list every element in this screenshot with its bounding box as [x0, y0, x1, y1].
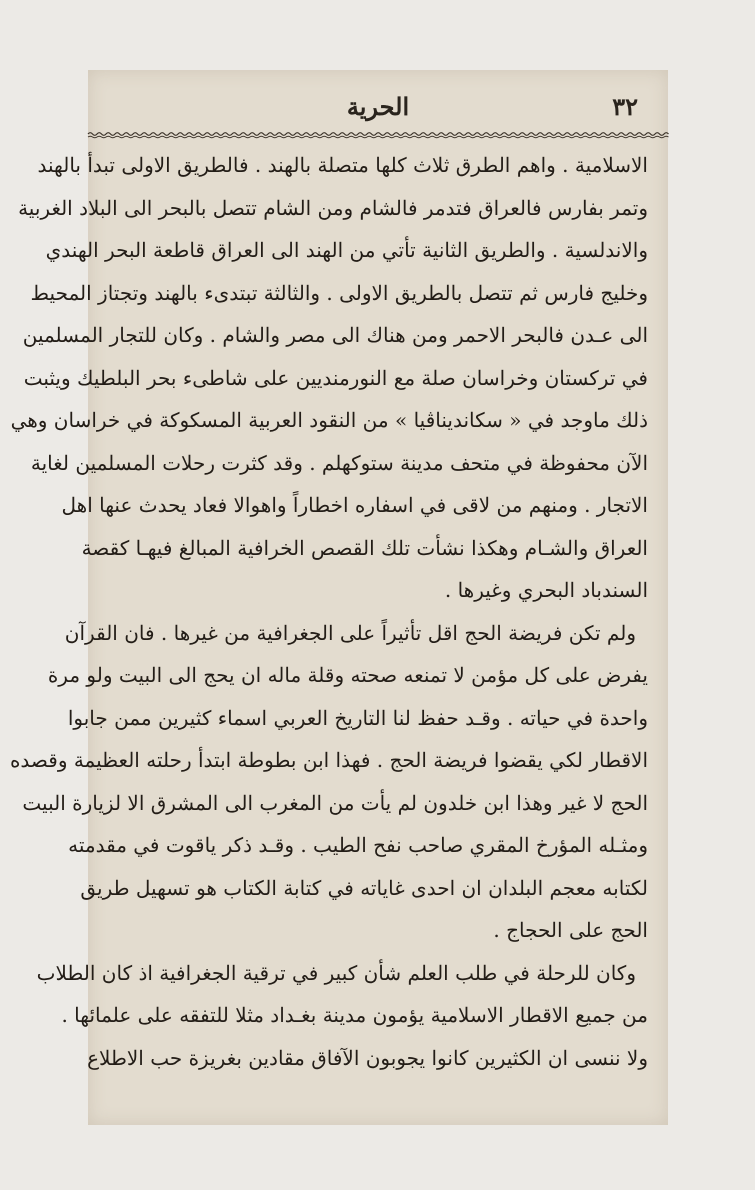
text-line: الآن محفوظة في متحف مدينة ستوكهلم . وقد كثرت رحلات المسلمين لغاية	[30, 450, 648, 475]
text-line: ذلك ماوجد في « سكانديناڤيا » من النقود العربية المسكوكة في خراسان وهي	[10, 408, 648, 432]
text-line: والاندلسية . والطريق الثانية تأتي من الهند الى العراق قاطعة البحر الهندي	[45, 238, 648, 262]
text-line: ولم تكن فريضة الحج اقل تأثيراً على الجغرافية من غيرها . فان القرآن	[64, 620, 636, 645]
page-header	[88, 88, 668, 128]
book-page	[9, 70, 668, 1125]
body-text	[9, 144, 648, 1079]
wavy-divider	[88, 130, 668, 140]
text-line: يفرض على كل مؤمن لا تمنعه صحته وقلة ماله ان يحج الى البيت ولو مرة	[47, 663, 648, 687]
text-line: السندباد البحري وغيرها .	[444, 578, 648, 602]
text-line: واحدة في حياته . وقـد حفظ لنا التاريخ العربي اسماء كثيرين ممن جابوا	[67, 705, 648, 730]
running-title: الحرية	[346, 92, 410, 121]
text-line: الحج على الحجاج .	[493, 918, 648, 942]
text-line: من جميع الاقطار الاسلامية يؤمون مدينة بغـداد مثلا للتفقه على علمائها .	[61, 1003, 648, 1027]
text-line: الى عـدن فالبحر الاحمر ومن هناك الى مصر والشام . وكان للتجار المسلمين	[22, 323, 648, 347]
text-line: الاقطار لكي يقضوا فريضة الحج . فهذا ابن بطوطة ابتدأ رحلته العظيمة وقصده	[9, 748, 648, 772]
text-line: لكتابه معجم البلدان ان احدى غاياته في كتابة الكتاب هو تسهيل طريق	[80, 875, 648, 900]
text-line: ولا ننسى ان الكثيرين كانوا يجوبون الآفاق مقادين بغريزة حب الاطلاع	[87, 1045, 648, 1070]
text-line: الاسلامية . واهم الطرق ثلاث كلها متصلة بالهند . فالطريق الاولى تبدأ بالهند	[37, 153, 648, 177]
text-line: وكان للرحلة في طلب العلم شأن كبير في ترقية الجغرافية اذ كان الطلاب	[36, 960, 636, 985]
text-line: العراق والشـام وهكذا نشأت تلك القصص الخرافية المبالغ فيهـا كقصة	[81, 535, 648, 560]
text-line: وتمر بفارس فالعراق فتدمر فالشام ومن الشام تتصل بالبحر الى البلاد الغربية	[18, 195, 648, 220]
text-line: وخليج فارس ثم تتصل بالطريق الاولى . والثالثة تبتدىء بالهند وتجتاز المحيط	[30, 280, 648, 305]
text-line: ومثـله المؤرخ المقري صاحب نفح الطيب . وقـد ذكر ياقوت في مقدمته	[68, 833, 648, 857]
text-line: الحج لا غير وهذا ابن خلدون لم يأت من المغرب الى المشرق الا لزيارة البيت	[22, 790, 648, 815]
text-line: في تركستان وخراسان صلة مع النورمنديين على شاطىء بحر البلطيك ويثبت	[23, 365, 648, 390]
page-number: ٣٢	[612, 92, 638, 121]
text-line: الاتجار . ومنهم من لاقى في اسفاره اخطاراً واهوالا فعاد يحدث عنها اهل	[61, 493, 648, 517]
